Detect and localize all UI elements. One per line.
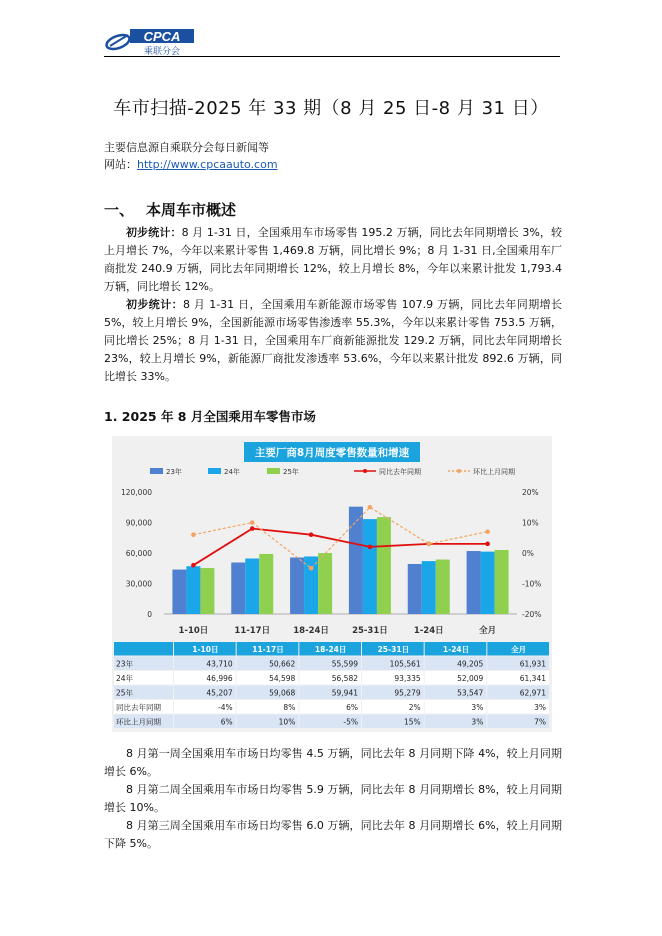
bar (495, 550, 509, 614)
line-point (191, 532, 196, 537)
line-point (309, 532, 314, 537)
line-point (426, 542, 431, 547)
x-category-label: 18-24日 (293, 626, 329, 636)
table-row-label: 25年 (116, 688, 134, 698)
overview-text: 8 月 1-31 日，全国乘用车新能源市场零售 107.9 万辆，同比去年同期增长 5%，较上月增长 9%，全国新能源市场零售渗透率 55.3%，今年以来累计零售 753.5 万辆，同比增长 25%；8 月 1-31 日，全国乘用车厂商新能源批发 129.2 万辆，同比去年同期增长 23%，较上月增长 9%，新能源厂商批发渗透率 53.6%，今年以来累计批发 892.6 万辆，同比增长 33%。 (104, 298, 563, 383)
table-value: 105,561 (389, 659, 421, 669)
legend-marker (457, 469, 461, 473)
table-value: 46,996 (206, 674, 233, 683)
line-point (485, 542, 490, 547)
x-category-label: 11-17日 (234, 626, 271, 636)
bar (422, 561, 436, 614)
bar (290, 557, 304, 614)
overview-text: 8 月 1-31 日，全国乘用车市场零售 195.2 万辆，同比去年同期增长 3%，较上月增长 7%，今年以来累计零售 1,469.8 万辆，同比增长 9%；8 月 1-31 日,全国乘用车厂商批发 240.9 万辆，同比去年同期增长 12%，较上月增长 8%，今年以来累计批发 1,793.4 万辆，同比增长 12%。 (104, 226, 562, 293)
table-value: 2% (408, 703, 421, 712)
table-value: 15% (403, 717, 421, 727)
weekly-note: 8 月第三周全国乘用车市场日均零售 6.0 万辆，同比去年 8 月同期增长 6%，较上月同期下降 5%。 (104, 819, 562, 850)
table-value: 62,971 (519, 688, 546, 698)
line-point (250, 520, 255, 525)
legend-label: 环比上月同期 (473, 468, 515, 476)
line-point (309, 566, 314, 571)
bar (481, 552, 495, 614)
table-value: -4% (218, 703, 233, 712)
chart-title: 主要厂商8月周度零售数量和增速 (254, 447, 410, 459)
website-label: 网站： (104, 158, 137, 171)
header-rule (104, 56, 560, 57)
bar (377, 517, 391, 614)
bar (436, 560, 450, 614)
line-point (368, 505, 373, 510)
table-value: 93,335 (394, 674, 421, 683)
line-point (368, 545, 373, 550)
table-value: 43,710 (206, 659, 233, 669)
table-value: 50,662 (269, 659, 296, 669)
table-header-label: 25-31日 (377, 645, 410, 654)
legend-label: 同比去年同期 (379, 468, 421, 476)
bar (259, 554, 273, 614)
logo-subtext: 乘联分会 (144, 47, 181, 56)
table-value: 3% (534, 703, 546, 712)
legend-label: 25年 (283, 468, 299, 476)
y2-tick-label: -10% (522, 579, 542, 589)
overview-label: 初步统计： (126, 298, 184, 311)
y-tick-label: 30,000 (125, 579, 152, 589)
table-value: 61,931 (519, 659, 546, 669)
subsection-heading: 1. 2025 年 8 月全国乘用车零售市场 (104, 409, 316, 424)
source-line: 主要信息源自乘联分会每日新闻等 (104, 141, 269, 154)
website-link[interactable]: http://www.cpcaauto.com (137, 158, 278, 171)
bar (349, 507, 363, 614)
logo-text: CPCA (143, 29, 181, 44)
legend-swatch (267, 468, 280, 474)
table-value: 10% (278, 717, 296, 727)
table-header-label: 11-17日 (252, 645, 284, 654)
x-category-label: 25-31日 (352, 626, 388, 636)
table-value: 8% (283, 703, 296, 712)
table-row-label: 24年 (116, 674, 134, 683)
legend-swatch (150, 468, 163, 474)
page-title: 车市扫描-2025 年 33 期（8 月 25 日-8 月 31 日） (113, 98, 549, 119)
table-header-label: 1-10日 (192, 645, 219, 654)
bar (467, 551, 481, 614)
overview-paragraph (104, 296, 562, 386)
table-value: 7% (534, 717, 546, 727)
table-value: 56,582 (331, 674, 358, 683)
bar (408, 564, 422, 614)
y-tick-label: 60,000 (125, 549, 152, 558)
table-value: 52,009 (457, 674, 484, 683)
table-value: 6% (346, 703, 358, 712)
table-value: 49,205 (457, 659, 484, 669)
bar (172, 570, 186, 614)
x-category-label: 1-10日 (178, 626, 209, 636)
line-point (250, 526, 255, 531)
line-point (191, 563, 196, 568)
table-value: 95,279 (394, 688, 421, 698)
y2-tick-label: 0% (522, 549, 534, 558)
bar (231, 562, 245, 614)
table-header-label: 18-24日 (314, 645, 347, 654)
x-category-label: 1-24日 (413, 626, 444, 636)
weekly-note: 8 月第二周全国乘用车市场日均零售 5.9 万辆，同比去年 8 月同期增长 8%，较上月同期增长 10%。 (104, 783, 562, 814)
y-tick-label: 90,000 (125, 518, 152, 528)
chart-canvas (112, 436, 552, 732)
legend-marker (363, 469, 367, 473)
y-tick-label: 0 (147, 610, 152, 619)
y2-tick-label: -20% (522, 610, 542, 619)
overview-paragraphs (104, 224, 562, 386)
table-header-label: 全月 (511, 645, 527, 654)
bar (304, 556, 318, 614)
table-row-label: 同比去年同期 (116, 703, 161, 712)
table-value: 59,941 (331, 688, 358, 698)
table-value: 53,547 (457, 688, 484, 698)
table-header-label: 1-24日 (442, 645, 470, 654)
table-header-cell (114, 642, 173, 656)
legend-swatch (208, 468, 221, 474)
table-value: 61,341 (519, 674, 546, 683)
legend-label: 24年 (224, 468, 240, 476)
section-title: 本周车市概述 (146, 201, 237, 219)
line-point (485, 529, 490, 534)
section-heading (104, 199, 236, 220)
weekly-notes (104, 745, 562, 853)
table-value: -5% (343, 717, 358, 727)
y2-tick-label: 10% (522, 518, 539, 528)
website-line (104, 156, 278, 173)
retail-chart (112, 436, 552, 732)
bar (186, 566, 200, 614)
x-category-label: 全月 (479, 626, 497, 636)
table-value: 45,207 (206, 688, 233, 698)
y-tick-label: 120,000 (120, 488, 152, 497)
table-value: 59,068 (269, 688, 296, 698)
bar (318, 553, 332, 614)
table-value: 6% (220, 717, 233, 727)
table-row-label: 23年 (116, 659, 134, 669)
overview-paragraph (104, 224, 562, 296)
overview-label: 初步统计： (126, 226, 182, 239)
legend-label: 23年 (166, 468, 182, 476)
table-value: 3% (471, 717, 484, 727)
weekly-note: 8 月第一周全国乘用车市场日均零售 4.5 万辆，同比去年 8 月同期下降 4%，较上月同期增长 6%。 (104, 747, 562, 778)
cpca-logo (104, 26, 196, 56)
bar (363, 519, 377, 614)
table-value: 55,599 (331, 659, 358, 669)
table-value: 54,598 (269, 674, 296, 683)
table-value: 3% (471, 703, 484, 712)
table-row-label: 环比上月同期 (116, 717, 161, 727)
y2-tick-label: 20% (522, 488, 539, 497)
bar (200, 568, 214, 614)
bar (245, 558, 259, 614)
section-number: 一、 (104, 201, 135, 219)
